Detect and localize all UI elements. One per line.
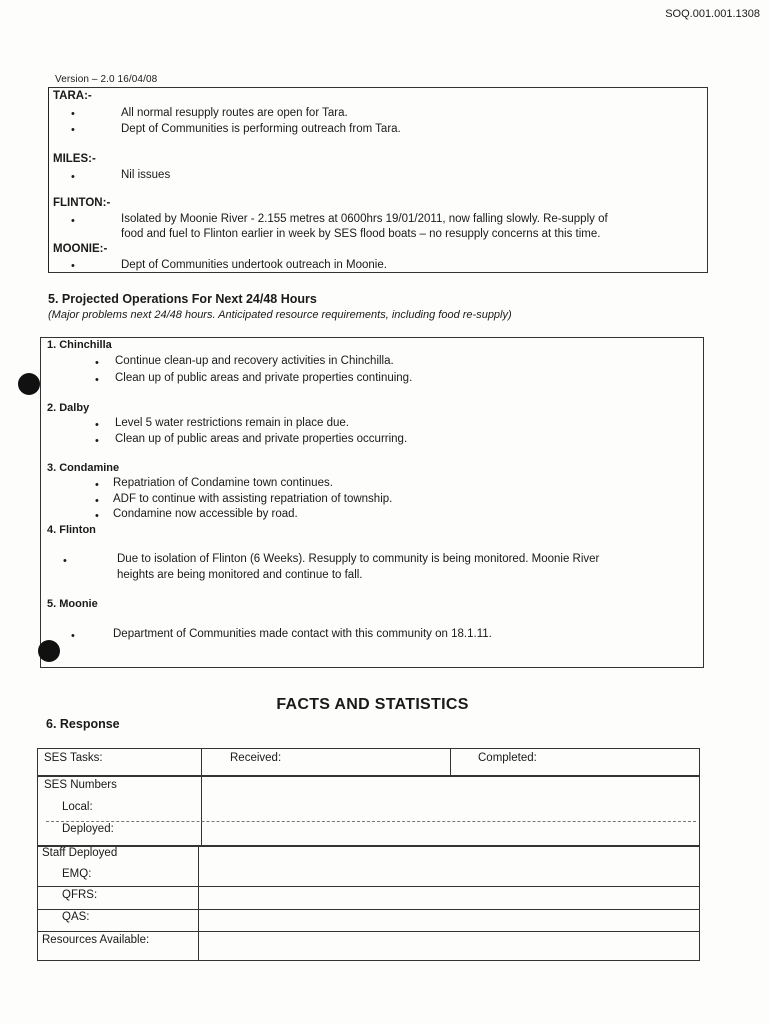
miles-item-1: Nil issues xyxy=(121,169,171,181)
ses-numbers-block xyxy=(37,775,700,847)
document-id: SOQ.001.001.1308 xyxy=(665,8,760,20)
column-divider xyxy=(198,846,199,960)
group-heading-flinton: 4. Flinton xyxy=(47,524,96,536)
staff-deployed-block xyxy=(37,845,700,961)
column-divider xyxy=(450,749,451,776)
town-heading-miles: MILES:- xyxy=(53,153,96,165)
emq-label: EMQ: xyxy=(62,868,92,880)
section-6-title: 6. Response xyxy=(46,717,120,731)
ses-tasks-row xyxy=(37,748,700,777)
column-divider xyxy=(201,776,202,846)
bullet: • xyxy=(71,215,75,227)
section-5-title: 5. Projected Operations For Next 24/48 Hours xyxy=(48,292,317,306)
group-heading-dalby: 2. Dalby xyxy=(47,402,90,414)
town-heading-flinton: FLINTON:- xyxy=(53,197,111,209)
punch-hole-mark xyxy=(18,373,40,395)
local-label: Local: xyxy=(62,801,93,813)
qfrs-label: QFRS: xyxy=(62,889,98,901)
chinchilla-item-2: Clean up of public areas and private properties continuing. xyxy=(115,372,413,384)
completed-label: Completed: xyxy=(478,752,537,764)
bullet: • xyxy=(71,124,75,136)
tara-item-1: All normal resupply routes are open for Tara. xyxy=(121,107,348,119)
flinton-ops-item-1: Due to isolation of Flinton (6 Weeks). Resupply to community is being monitored. Moonie River xyxy=(117,553,600,565)
town-heading-moonie: MOONIE:- xyxy=(53,243,108,255)
staff-deployed-label: Staff Deployed xyxy=(42,847,118,859)
bullet: • xyxy=(63,555,67,567)
bullet: • xyxy=(95,479,99,491)
bullet: • xyxy=(71,171,75,183)
row-separator xyxy=(38,886,699,887)
group-heading-moonie: 5. Moonie xyxy=(47,598,98,610)
row-separator xyxy=(38,931,699,932)
moonie-ops-item-1: Department of Communities made contact with this community on 18.1.11. xyxy=(113,628,492,640)
dalby-item-2: Clean up of public areas and private properties occurring. xyxy=(115,433,408,445)
ses-numbers-label: SES Numbers xyxy=(44,779,117,791)
bullet: • xyxy=(95,357,99,369)
row-separator xyxy=(46,821,696,822)
punch-hole-mark xyxy=(38,640,60,662)
town-status-box xyxy=(48,87,708,273)
tara-item-2: Dept of Communities is performing outreach from Tara. xyxy=(121,123,401,135)
bullet: • xyxy=(71,630,75,642)
chinchilla-item-1: Continue clean-up and recovery activities in Chinchilla. xyxy=(115,355,394,367)
condamine-item-3: Condamine now accessible by road. xyxy=(113,508,298,520)
bullet: • xyxy=(95,374,99,386)
ses-tasks-label: SES Tasks: xyxy=(44,752,103,764)
group-heading-chinchilla: 1. Chinchilla xyxy=(47,339,112,351)
facts-title: FACTS AND STATISTICS xyxy=(276,696,469,713)
flinton-item-2: food and fuel to Flinton earlier in week by SES flood boats – no resupply concerns at this time. xyxy=(121,228,601,240)
deployed-label: Deployed: xyxy=(62,823,114,835)
bullet: • xyxy=(71,108,75,120)
received-label: Received: xyxy=(230,752,282,764)
row-separator xyxy=(38,909,699,910)
flinton-ops-item-2: heights are being monitored and continue to fall. xyxy=(117,569,363,581)
bullet: • xyxy=(95,510,99,522)
projected-operations-box xyxy=(40,337,704,668)
condamine-item-2: ADF to continue with assisting repatriation of township. xyxy=(113,493,393,505)
column-divider xyxy=(201,749,202,776)
qas-label: QAS: xyxy=(62,911,90,923)
bullet: • xyxy=(95,495,99,507)
flinton-item-1: Isolated by Moonie River - 2.155 metres at 0600hrs 19/01/2011, now falling slowly. Re-supply of xyxy=(121,213,608,225)
version-label: Version – 2.0 16/04/08 xyxy=(55,74,158,85)
town-heading-tara: TARA:- xyxy=(53,90,92,102)
section-5-subtitle: (Major problems next 24/48 hours. Anticipated resource requirements, including food re-supply) xyxy=(48,309,512,321)
bullet: • xyxy=(95,435,99,447)
bullet: • xyxy=(71,260,75,272)
bullet: • xyxy=(95,419,99,431)
condamine-item-1: Repatriation of Condamine town continues. xyxy=(113,477,333,489)
dalby-item-1: Level 5 water restrictions remain in place due. xyxy=(115,417,349,429)
group-heading-condamine: 3. Condamine xyxy=(47,462,120,474)
resources-available-label: Resources Available: xyxy=(42,934,150,946)
moonie-item-1: Dept of Communities undertook outreach in Moonie. xyxy=(121,259,387,271)
